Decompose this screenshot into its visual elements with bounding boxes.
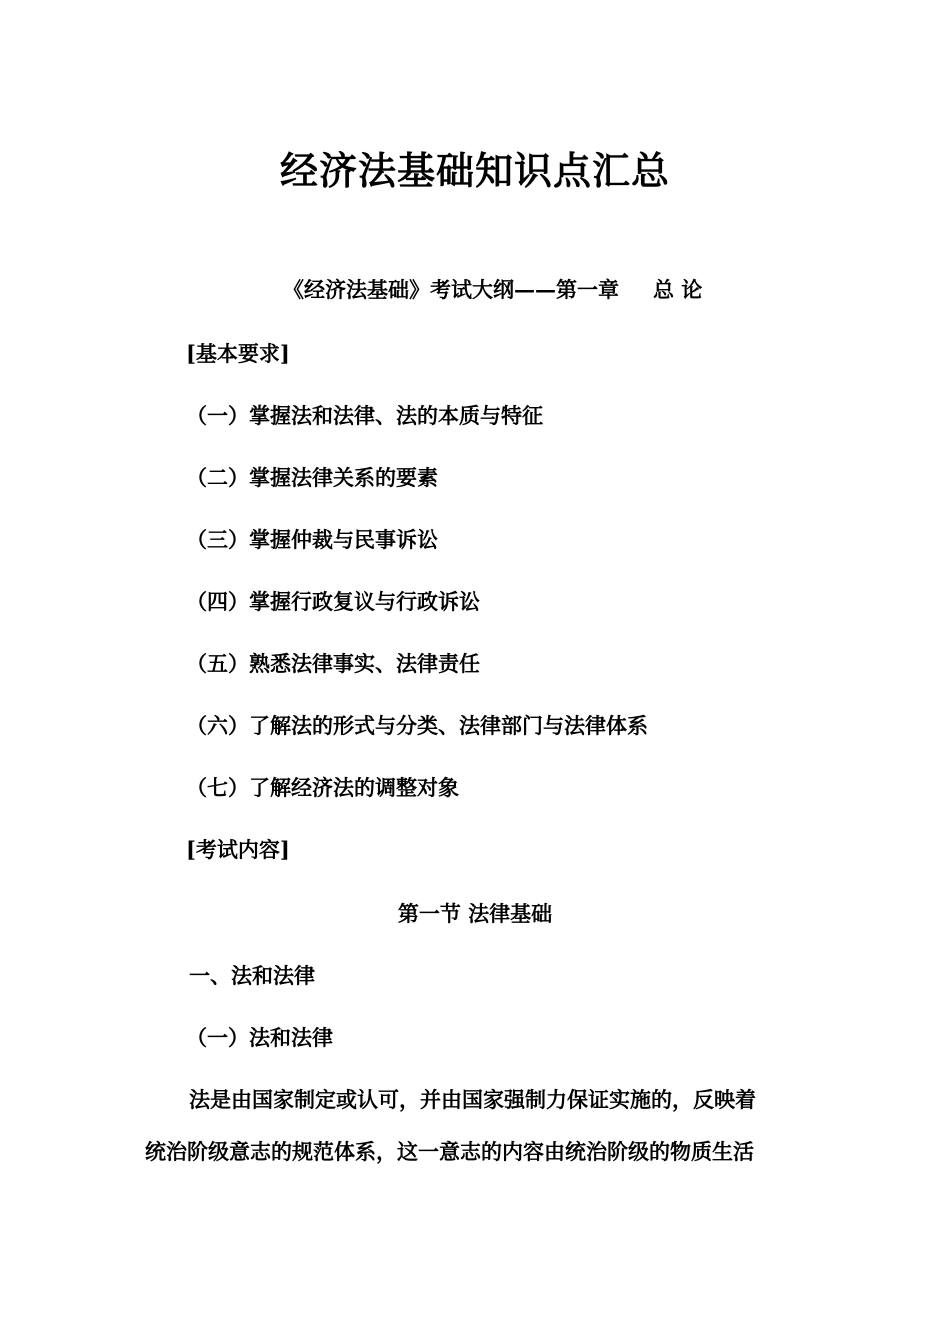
paragraph-line-2: 统治阶级意志的规范体系，这一意志的内容由统治阶级的物质生活: [145, 1139, 754, 1164]
exam-content-heading: [考试内容]: [186, 837, 290, 862]
requirement-item-1: （一）掌握法和法律、法的本质与特征: [186, 403, 543, 428]
requirement-item-5: （五）熟悉法律事实、法律责任: [186, 651, 480, 676]
requirement-item-7: （七）了解经济法的调整对象: [186, 775, 459, 800]
requirement-item-4: （四）掌握行政复议与行政诉讼: [186, 589, 480, 614]
requirement-item-6: （六）了解法的形式与分类、法律部门与法律体系: [186, 713, 648, 738]
subtitle-outline-part: 《经济法基础》考试大纲——第一章: [283, 277, 619, 302]
paragraph-line-1: 法是由国家制定或认可，并由国家强制力保证实施的，反映着: [189, 1087, 756, 1112]
document-title: 经济法基础知识点汇总: [279, 148, 670, 193]
basic-requirements-heading: [基本要求]: [186, 341, 290, 366]
subtitle-chapter-name: 总 论: [653, 277, 703, 302]
requirement-item-3: （三）掌握仲裁与民事诉讼: [186, 527, 438, 552]
requirement-item-2: （二）掌握法律关系的要素: [186, 465, 438, 490]
heading-level-2: （一）法和法律: [186, 1025, 333, 1050]
section-title: 第一节 法律基础: [397, 901, 553, 926]
heading-level-1: 一、法和法律: [189, 963, 315, 988]
chapter-subtitle: [283, 274, 702, 304]
